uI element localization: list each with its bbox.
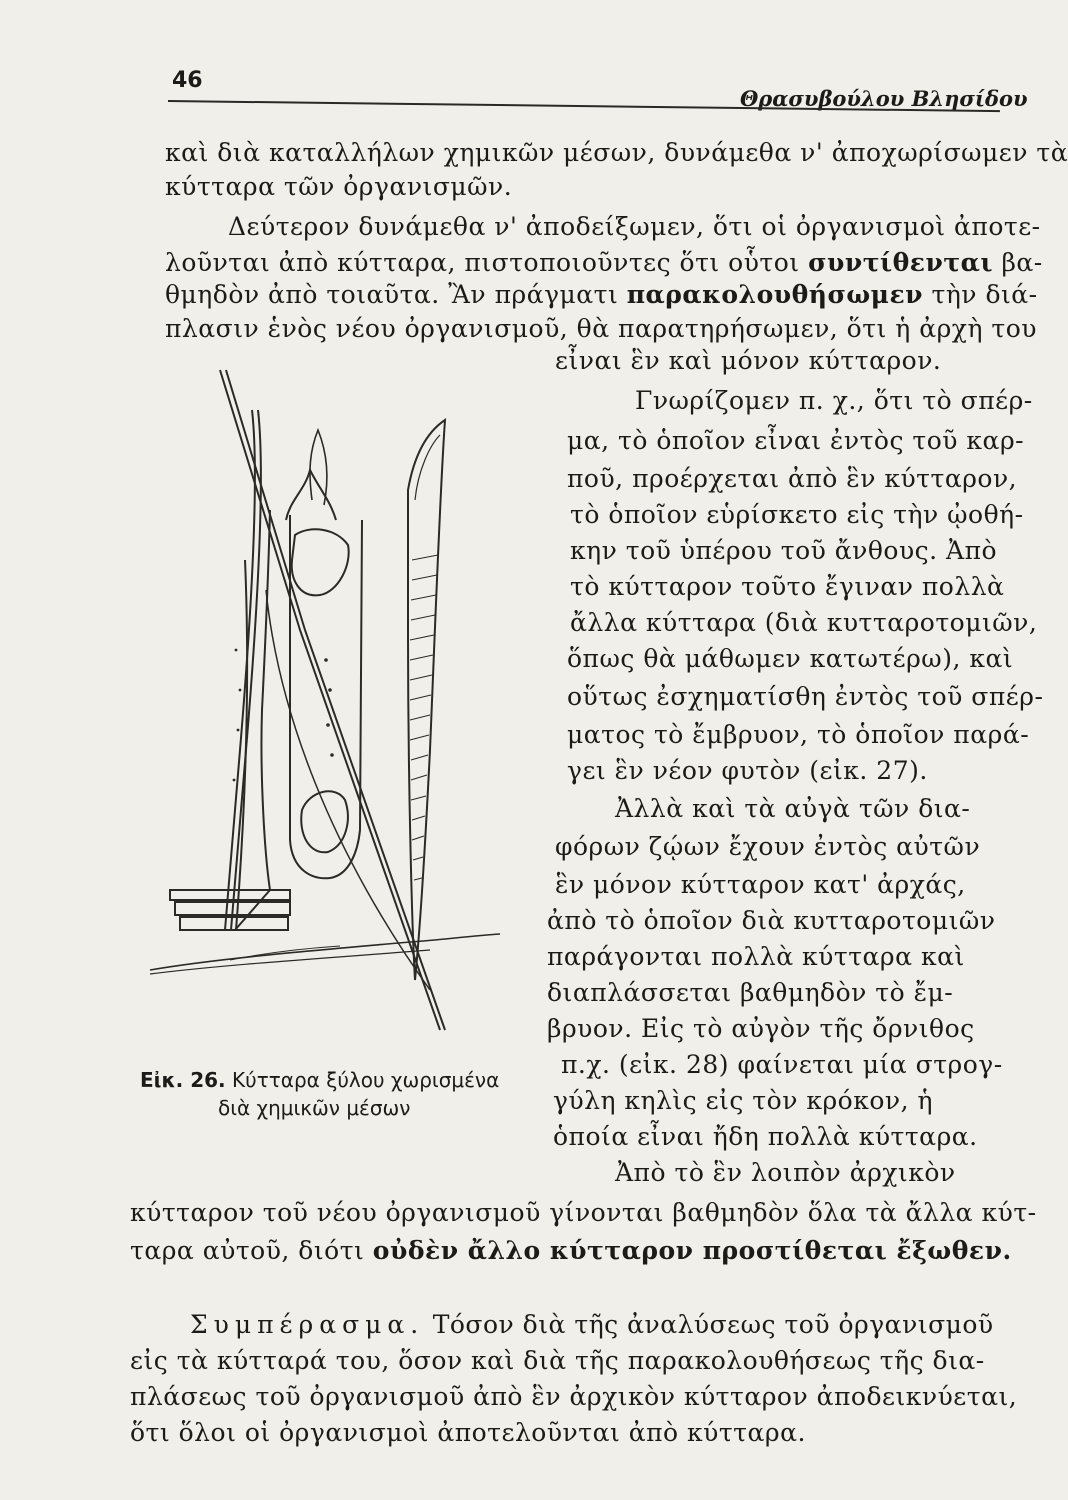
text-line: ὁποία εἶναι ἤδη πολλὰ κύτταρα.: [553, 1122, 978, 1151]
emphasis-text: παρακολουθήσωμεν: [626, 280, 924, 309]
text-fragment: ταρα αὐτοῦ, διότι: [130, 1236, 365, 1265]
text-line: μα, τὸ ὁποῖον εἶναι ἐντὸς τοῦ καρ-: [567, 426, 1025, 455]
figure-wood-cells: [140, 330, 520, 1090]
text-line: ἀπὸ τὸ ὁποῖον διὰ κυτταροτομιῶν: [547, 906, 996, 935]
section-label: Συμπέρασμα.: [190, 1310, 425, 1339]
text-line: ματος τὸ ἔμβρυον, τὸ ὁποῖον παρά-: [567, 720, 1030, 749]
text-line: πλάσεως τοῦ ὀργανισμοῦ ἀπὸ ἓν ἀρχικὸν κύτταρον ἀποδεικνύεται,: [130, 1382, 1018, 1411]
text-line: ὅτι ὅλοι οἱ ὀργανισμοὶ ἀποτελοῦνται ἀπὸ κύτταρα.: [130, 1418, 806, 1447]
text-fragment: βα-: [1001, 248, 1043, 277]
page-number: 46: [172, 68, 203, 93]
running-head: Θρασυβούλου Βλησίδου: [740, 86, 1028, 111]
text-fragment: τὴν διά-: [931, 280, 1038, 309]
text-line: φόρων ζῴων ἔχουν ἐντὸς αὐτῶν: [555, 832, 981, 861]
text-line: Γνωρίζομεν π. χ., ὅτι τὸ σπέρ-: [635, 386, 1033, 415]
text-line: Δεύτερον δυνάμεθα ν' ἀποδείξωμεν, ὅτι οἱ ὀργανισμοὶ ἀποτε-: [228, 212, 1041, 241]
text-line: τὸ κύτταρον τοῦτο ἔγιναν πολλὰ: [570, 572, 1005, 601]
text-line: κύτταρον τοῦ νέου ὀργανισμοῦ γίνονται βαθμηδὸν ὅλα τὰ ἄλλα κύτ-: [130, 1198, 1037, 1227]
text-line: τὸ ὁποῖον εὑρίσκετο εἰς τὴν ᾠοθή-: [570, 500, 1024, 529]
emphasis-text: συντίθενται: [808, 248, 993, 277]
text-line: [165, 280, 1038, 310]
caption-line: διὰ χημικῶν μέσων: [218, 1096, 411, 1120]
text-line: Ἀπὸ τὸ ἓν λοιπὸν ἀρχικὸν: [615, 1158, 956, 1187]
text-fragment: Τόσον διὰ τῆς ἀναλύσεως τοῦ ὀργανισμοῦ: [432, 1310, 994, 1339]
text-line: [190, 1310, 1000, 1340]
text-line: ἓν μόνον κύτταρον κατ' ἀρχάς,: [555, 870, 966, 899]
text-line: πλασιν ἑνὸς νέου ὀργανισμοῦ, θὰ παρατηρήσωμεν, ὅτι ἡ ἀρχὴ του: [165, 314, 1037, 343]
text-fragment: θμηδὸν ἀπὸ τοιαῦτα. Ἂν πράγματι: [165, 280, 619, 309]
figure-caption: [140, 1068, 560, 1120]
text-line: π.χ. (εἰκ. 28) φαίνεται μία στρογ-: [561, 1050, 1003, 1079]
emphasis-text: οὐδὲν ἄλλο κύτταρον προστίθεται ἔξωθεν.: [372, 1236, 1012, 1265]
page-header: [168, 62, 1028, 111]
text-line: καὶ διὰ καταλλήλων χημικῶν μέσων, δυνάμεθα ν' ἀποχωρίσωμεν τὰ: [165, 138, 1068, 167]
text-line: εἶναι ἓν καὶ μόνον κύτταρον.: [555, 346, 942, 375]
text-line: βρυον. Εἰς τὸ αὐγὸν τῆς ὄρνιθος: [547, 1014, 975, 1043]
text-line: γει ἓν νέον φυτὸν (εἰκ. 27).: [567, 756, 928, 785]
text-line: [165, 248, 1043, 278]
text-line: οὕτως ἐσχηματίσθη ἐντὸς τοῦ σπέρ-: [567, 682, 1044, 711]
caption-line: [140, 1068, 560, 1092]
text-line: γύλη κηλὶς εἰς τὸν κρόκον, ἡ: [553, 1086, 933, 1115]
text-line: κύτταρα τῶν ὀργανισμῶν.: [165, 172, 513, 201]
text-line: κην τοῦ ὑπέρου τοῦ ἄνθους. Ἀπὸ: [570, 536, 998, 565]
text-line: Ἀλλὰ καὶ τὰ αὐγὰ τῶν δια-: [615, 794, 971, 823]
text-line: παράγονται πολλὰ κύτταρα καὶ: [547, 942, 965, 971]
wood-cells-illustration: [140, 330, 520, 1070]
text-fragment: λοῦνται ἀπὸ κύτταρα, πιστοποιοῦντες ὅτι οὗτοι: [165, 248, 800, 277]
text-line: ὅπως θὰ μάθωμεν κατωτέρω), καὶ: [567, 644, 1014, 673]
caption-text: Κύτταρα ξύλου χωρισμένα: [232, 1068, 500, 1092]
figure-label: Εἰκ. 26.: [140, 1068, 226, 1092]
text-line: ἄλλα κύτταρα (διὰ κυτταροτομιῶν,: [570, 608, 1038, 637]
text-line: διαπλάσσεται βαθμηδὸν τὸ ἔμ-: [547, 978, 954, 1007]
text-line: ποῦ, προέρχεται ἀπὸ ἓν κύτταρον,: [567, 464, 1018, 493]
text-line: εἰς τὰ κύτταρά του, ὅσον καὶ διὰ τῆς παρακολουθήσεως τῆς δια-: [130, 1346, 985, 1375]
text-line: [130, 1236, 1012, 1266]
